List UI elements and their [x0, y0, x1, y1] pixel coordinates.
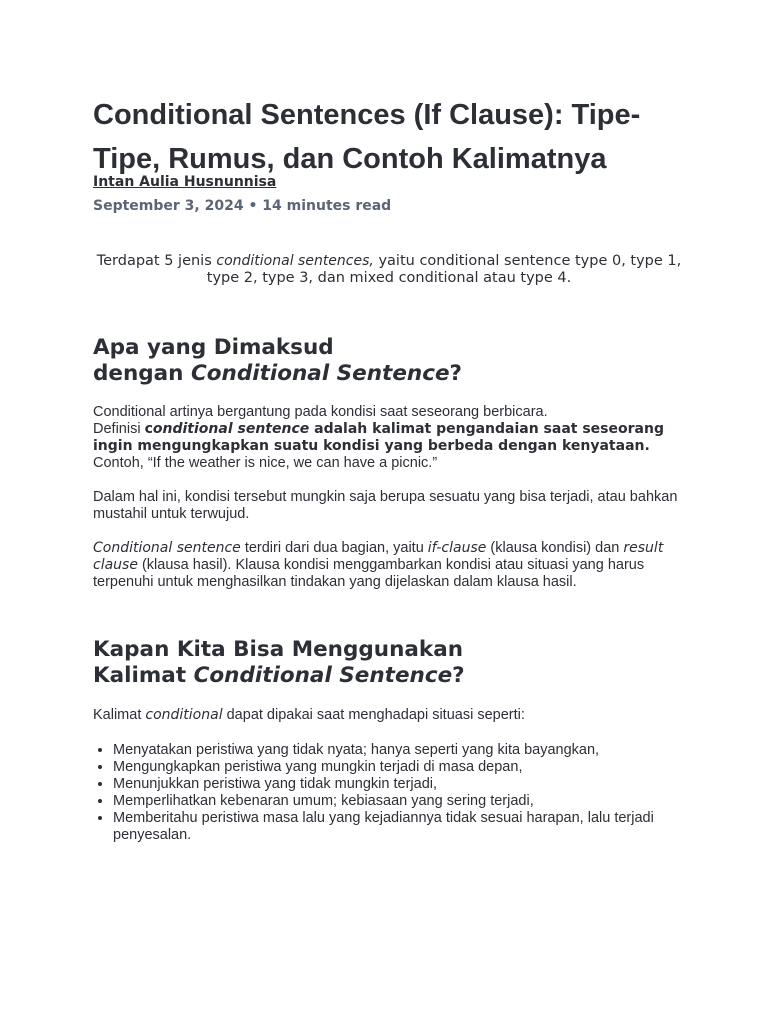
usage-list: [93, 742, 683, 844]
definition-bold-emphasis: onditional sentence: [152, 421, 310, 437]
article-meta: September 3, 2024 • 14 minutes read: [93, 198, 392, 214]
clause-text-2: (klausa kondisi) dan: [486, 540, 624, 556]
clause-emphasis-2: if-clause: [427, 540, 487, 556]
heading-post: ?: [452, 663, 465, 688]
heading-emphasis: Conditional Sentence: [193, 663, 453, 688]
definition-text-b: Definisi: [93, 421, 145, 437]
usage-lead: [93, 707, 683, 724]
definition-paragraph: [93, 404, 683, 472]
clause-paragraph: [93, 540, 683, 591]
definition-bold: [93, 421, 664, 454]
definition-text-a: Conditional artinya bergantung pada kondisi saat seseorang berbicara.: [93, 404, 548, 420]
article: [93, 94, 683, 844]
article-title: Conditional Sentences (If Clause): Tipe-Tipe, Rumus, dan Contoh Kalimatnya: [93, 99, 641, 175]
heading-post: ?: [449, 361, 463, 386]
heading-emphasis: Conditional Sentence: [190, 361, 450, 386]
heading-line-1: Apa yang Dimaksud: [93, 335, 334, 360]
list-item: • Memberitahu peristiwa masa lalu yang kejadiannya tidak sesuai harapan, lalu terjadi penyesalan.: [113, 810, 683, 844]
heading-pre: dengan: [93, 361, 191, 386]
section-heading-usage: [93, 637, 683, 689]
clause-emphasis-3: result clause: [93, 540, 664, 573]
author-link[interactable]: Intan Aulia Husnunnisa: [93, 174, 277, 190]
list-item: • Memperlihatkan kebenaran umum; kebiasaan yang sering terjadi,: [113, 793, 683, 810]
clause-text-1: terdiri dari dua bagian, yaitu: [240, 540, 428, 556]
clause-text-3: (klausa hasil). Klausa kondisi menggambarkan kondisi atau situasi yang harus terpenuhi untuk menghasilkan tindakan yang dijelaskan dalam klausa hasil.: [93, 557, 645, 590]
intro-emphasis: conditional sentences,: [216, 253, 374, 269]
section-heading-definition: [93, 335, 683, 387]
heading-line-1: Kapan Kita Bisa Menggunakan: [93, 637, 464, 662]
usage-lead-text-1: Kalimat: [93, 707, 146, 723]
definition-bold-post: adalah kalimat pengandaian saat seseorang ingin mengungkapkan suatu kondisi yang berbeda dengan kenyataan.: [93, 421, 664, 454]
list-item: • Menyatakan peristiwa yang tidak nyata; hanya seperti yang kita bayangkan,: [113, 742, 683, 759]
intro-text-1: Terdapat 5 jenis: [96, 253, 217, 269]
list-item: • Menunjukkan peristiwa yang tidak mungkin terjadi,: [113, 776, 683, 793]
definition-bold-pre: c: [144, 421, 153, 437]
usage-lead-text-2: dapat dipakai saat menghadapi situasi seperti:: [222, 707, 525, 723]
condition-paragraph: Dalam hal ini, kondisi tersebut mungkin saja berupa sesuatu yang bisa terjadi, atau bahkan mustahil untuk terwujud.: [93, 489, 678, 522]
intro-text-2: yaitu conditional sentence type 0, type 1, type 2, type 3, dan mixed conditional atau type 4.: [206, 253, 682, 286]
heading-pre: Kalimat: [93, 663, 194, 688]
intro-paragraph: [89, 253, 689, 287]
usage-lead-emphasis: conditional: [145, 707, 223, 723]
definition-example: Contoh, “If the weather is nice, we can have a picnic.”: [93, 455, 438, 471]
list-item: • Mengungkapkan peristiwa yang mungkin terjadi di masa depan,: [113, 759, 683, 776]
clause-emphasis-1: Conditional sentence: [93, 540, 241, 556]
